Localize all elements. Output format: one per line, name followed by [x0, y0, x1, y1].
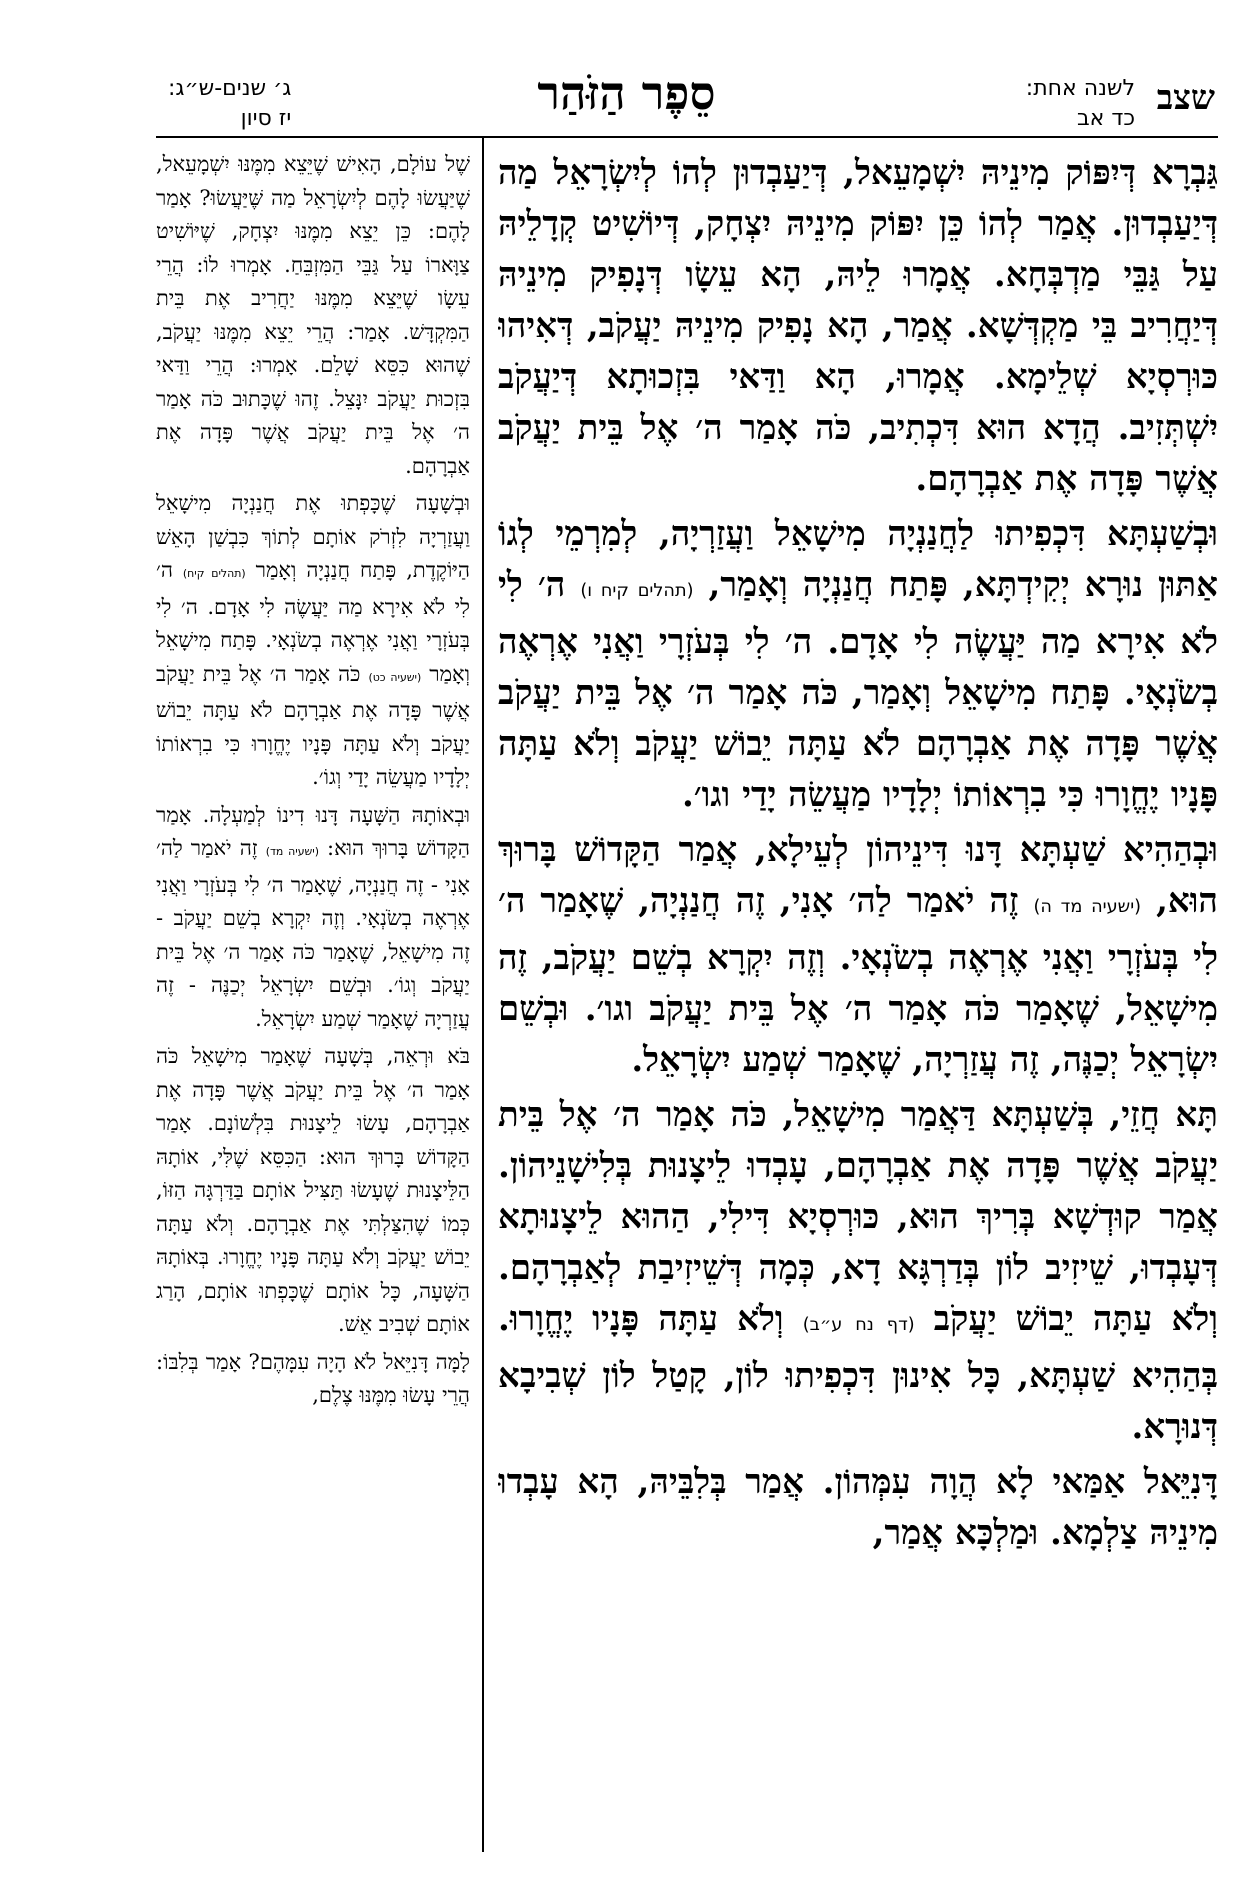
schedule-three-years: ג׳ שנים-ש״ג:: [168, 76, 292, 101]
schedule-one-year: לשנה אחת:: [1025, 76, 1135, 101]
side-citation-yeshayahu-44: (ישעיה מד): [265, 845, 319, 858]
citation-daf-58b: (דף נח ע״ב): [802, 1315, 915, 1335]
main-paragraph-1: גַּבְרָא דְּיִפּוֹק מִינֵיהּ יִשְׁמָעֵאל, דְּיַעַבְדוּן לְהוֹ לְיִשְׂרָאֵל מַה דְּיַעַבְדוּן. אֲמַר לְהוֹ כֵּן יִפּוֹק מִינֵיהּ יִצְחָק, דְּיוֹשִׁיט קְדָלֵיהּ עַל גַּבֵּי מַדְבְּחָא. אֲמָרוּ לֵיהּ, הָא עֵשָׂו דְּנָפִיק מִינֵיהּ דְּיַחֲרִיב בֵּי מַקְדְּשָׁא. אֲמַר, הָא נָפִיק מִינֵיהּ יַעֲקֹב, דְּאִיהוּ כּוּרְסְיָא שְׁלֵימָא. אֲמָרוּ, הָא וַדַּאי בִּזְכוּתָא דְּיַעֲקֹב יִשְׁתְּזִיב. הֲדָא הוּא דִּכְתִיב, כֹּה אָמַר ה׳ אֶל בֵּית יַעֲקֹב אֲשֶׁר פָּדָה אֶת אַבְרָהָם.: [498, 153, 1218, 499]
side-paragraph-2: [156, 487, 470, 795]
book-title: סֵפֶר הַזֹּהַר: [537, 66, 716, 120]
side-paragraph-1: שֶׁל עוֹלָם, הָאִישׁ שֶׁיֵּצֵא מִמֶּנּוּ יִשְׁמָעֵאל, שֶׁיַּעֲשׂוּ לָהֶם לְיִשְׂרָאֵל מַה שֶּׁיַּעֲשׂוּ? אָמַר לָהֶם: כֵּן יֵצֵא מִמֶּנּוּ יִצְחָק, שֶׁיּוֹשִׁיט צַוָּארוֹ עַל גַּבֵּי הַמִּזְבֵּחַ. אָמְרוּ לוֹ: הֲרֵי עֵשָׂו שֶׁיֵּצֵא מִמֶּנּוּ יַחֲרִיב אֶת בֵּית הַמִּקְדָּשׁ. אָמַר: הֲרֵי יֵצֵא מִמֶּנּוּ יַעֲקֹב, שֶׁהוּא כִּסֵּא שָׁלֵם. אָמְרוּ: הֲרֵי וַדַּאי בִּזְכוּת יַעֲקֹב יִנָּצֵל. זֶהוּ שֶׁכָּתוּב כֹּה אָמַר ה׳ אֶל בֵּית יַעֲקֹב אֲשֶׁר פָּדָה אֶת אַבְרָהָם.: [156, 152, 470, 478]
side-citation-yeshayahu-29: (ישעיה כט): [368, 670, 422, 684]
date-one-year: כד אב: [1076, 106, 1135, 131]
page-number: שצב: [1156, 78, 1215, 118]
main-paragraph-2: [498, 509, 1218, 821]
side-citation-tehillim: (תהלים קיח): [182, 567, 246, 580]
side-paragraph-2-text-b: ה׳ לִי לֹא אִירָא מַה יַּעֲשֶׂה לִי אָדָם. ה׳ לִי בְּעֹזְרָי וַאֲנִי אֶרְאֶה בְשֹׂנְאָי. פָּתַח מִישָׁאֵל וְאָמַר: [156, 558, 470, 686]
main-paragraph-3-text-b: זֶה יֹאמַר לַה׳ אָנִי, זֶה חֲנַנְיָה, שֶׁאָמַר ה׳ לִי בְּעֹזְרָי וַאֲנִי אֶרְאֶה בְשֹׂנְאָי. וְזֶה יִקְרָא בְשֵׁם יַעֲקֹב, זֶה מִישָׁאֵל, שֶׁאָמַר כֹּה אָמַר ה׳ אֶל בֵּית יַעֲקֹב וגו׳. וּבְשֵׁם יִשְׂרָאֵל יְכַנֶּה, זֶה עֲזַרְיָה, שֶׁאָמַר שְׁמַע יִשְׂרָאֵל.: [498, 881, 1218, 1080]
side-paragraph-2-text-c: כֹּה אָמַר ה׳ אֶל בֵּית יַעֲקֹב אֲשֶׁר פָּדָה אֶת אַבְרָהָם לֹא עַתָּה יֵבוֹשׁ יַעֲקֹב וְלֹא עַתָּה פָּנָיו יֶחֱוָרוּ כִּי בִרְאוֹתוֹ יְלָדָיו מַעֲשֵׂה יָדַי וְגוֹ׳.: [156, 661, 470, 789]
main-paragraph-3: [498, 825, 1218, 1086]
side-paragraph-3: [156, 799, 470, 1037]
header-left-info: [168, 74, 291, 134]
main-paragraph-2-text-a: וּבְשַׁעְתָּא דִּכְפִיתוּ לַחֲנַנְיָה מִישָׁאֵל וַעֲזַרְיָה, לְמִרְמֵי לְגוֹ אַתּוּן נוּרָא יְקִידְתָּא, פָּתַח חֲנַנְיָה וְאָמַר,: [498, 514, 1218, 605]
main-paragraph-2-text-b: ה׳ לִי לֹא אִירָא מַה יַּעֲשֶׂה לִי אָדָם. ה׳ לִי בְּעֹזְרָי וַאֲנִי אֶרְאֶה בְשֹׂנְאָי. פָּתַח מִישָׁאֵל וְאָמַר, כֹּה אָמַר ה׳ אֶל בֵּית יַעֲקֹב אֲשֶׁר פָּדָה אֶת אַבְרָהָם לֹא עַתָּה יֵבוֹשׁ יַעֲקֹב וְלֹא עַתָּה פָּנָיו יֶחֱוָרוּ כִּי בִרְאוֹתוֹ יְלָדָיו מַעֲשֵׂה יָדַי וגו׳.: [498, 565, 1218, 815]
side-paragraph-3-text-a: וּבְאוֹתָהּ הַשָּׁעָה דָּנוּ דִינוֹ לְמַעְלָה. אָמַר הַקָּדוֹשׁ בָּרוּךְ הוּא:: [156, 802, 470, 860]
main-paragraph-4: [498, 1090, 1218, 1453]
main-paragraph-4-text-b: וְלֹא עַתָּה פָּנָיו יֶחֱוָרוּ. בְּהַהִיא שַׁעְתָּא, כָּל אִינוּן דִּכְפִיתוּ לוֹן, קָטַל לוֹן שְׁבִיבָא דְּנוּרָא.: [498, 1299, 1218, 1447]
side-paragraph-2-text-a: וּבְשָׁעָה שֶׁכָּפְתוּ אֶת חֲנַנְיָה מִישָׁאֵל וַעֲזַרְיָה לִזְרֹק אוֹתָם לְתוֹךְ כִּבְשַׁן הָאֵשׁ הַיּוֹקֶדֶת, פָּתַח חֲנַנְיָה וְאָמַר: [156, 491, 470, 582]
citation-yeshayahu-44: (ישעיה מד ה): [1033, 897, 1142, 917]
aramaic-column: [498, 148, 1218, 1848]
side-paragraph-4: בֹּא וּרְאֵה, בְּשָׁעָה שֶׁאָמַר מִישָׁאֵל כֹּה אָמַר ה׳ אֶל בֵּית יַעֲקֹב אֲשֶׁר פָּדָה אֶת אַבְרָהָם, עָשׂוּ לֵיצָנוּת בִּלְשׁוֹנָם. אָמַר הַקָּדוֹשׁ בָּרוּךְ הוּא: הַכִּסֵּא שֶׁלִּי, אוֹתָהּ הַלֵּיצָנוּת שֶׁעָשׂוּ תַּצִּיל אוֹתָם בַּדַּרְגָּה הַזּוֹ, כְּמוֹ שֶׁהִצַּלְתִּי אֶת אַבְרָהָם. וְלֹא עַתָּה יֵבוֹשׁ יַעֲקֹב וְלֹא עַתָּה פָּנָיו יֶחֱוָרוּ. בְּאוֹתָהּ הַשָּׁעָה, כָּל אוֹתָם שֶׁכָּפְתוּ אוֹתָם, הָרַג אוֹתָם שְׁבִיב אֵשׁ.: [156, 1044, 470, 1336]
date-three-years: יז סיון: [240, 106, 292, 131]
header-divider: [156, 136, 1218, 138]
citation-tehillim-118: (תהלים קיח ו): [580, 581, 694, 601]
column-divider: [482, 136, 484, 1852]
side-paragraph-5: לָמָּה דָּנִיֵּאל לֹא הָיָה עִמָּהֶם? אָמַר בְּלִבּוֹ: הֲרֵי עָשׂוּ מִמֶּנּוּ צֶלֶם,: [156, 1349, 470, 1407]
hebrew-translation-column: [156, 148, 470, 1848]
main-paragraph-5: דָּנִיֵּאל אַמַּאי לָא הֲוָה עִמְּהוֹן. אֲמַר בְּלִבֵּיהּ, הָא עָבְדוּ מִינֵיהּ צַלְמָא. וּמַלְכָּא אֲמַר,: [498, 1462, 1218, 1553]
side-paragraph-3-text-b: זֶה יֹאמַר לַה׳ אָנִי - זֶה חֲנַנְיָה, שֶׁאָמַר ה׳ לִי בְּעֹזְרָי וַאֲנִי אֶרְאֶה בְשֹׂנְאָי. וְזֶה יִקְרָא בְשֵׁם יַעֲקֹב - זֶה מִישָׁאֵל, שֶׁאָמַר כֹּה אָמַר ה׳ אֶל בֵּית יַעֲקֹב וְגוֹ׳. וּבְשֵׁם יִשְׂרָאֵל יְכַנֶּה - זֶה עֲזַרְיָה שֶׁאָמַר שְׁמַע יִשְׂרָאֵל.: [156, 836, 470, 1031]
main-paragraph-3-text-a: וּבְהַהִיא שַׁעְתָּא דָּנוּ דִּינֵיהוֹן לְעֵילָא, אֲמַר הַקָּדוֹשׁ בָּרוּךְ הוּא,: [498, 830, 1218, 921]
main-paragraph-4-text-a: תָּא חֲזֵי, בְּשַׁעְתָּא דַּאֲמַר מִישָׁאֵל, כֹּה אָמַר ה׳ אֶל בֵּית יַעֲקֹב אֲשֶׁר פָּדָה אֶת אַבְרָהָם, עָבְדוּ לֵיצָנוּת בְּלִישָׁנֵיהוֹן. אֲמַר קוּדְשָׁא בְּרִיךְ הוּא, כּוּרְסְיָא דִּילִי, הַהוּא לֵיצָנוּתָא דְּעָבְדוּ, שֵׁיזִיב לוֹן בְּדַרְגָּא דָא, כְּמָה דְּשֵׁיזִיבַת לְאַבְרָהָם. וְלֹא עַתָּה יֵבוֹשׁ יַעֲקֹב: [498, 1095, 1218, 1339]
